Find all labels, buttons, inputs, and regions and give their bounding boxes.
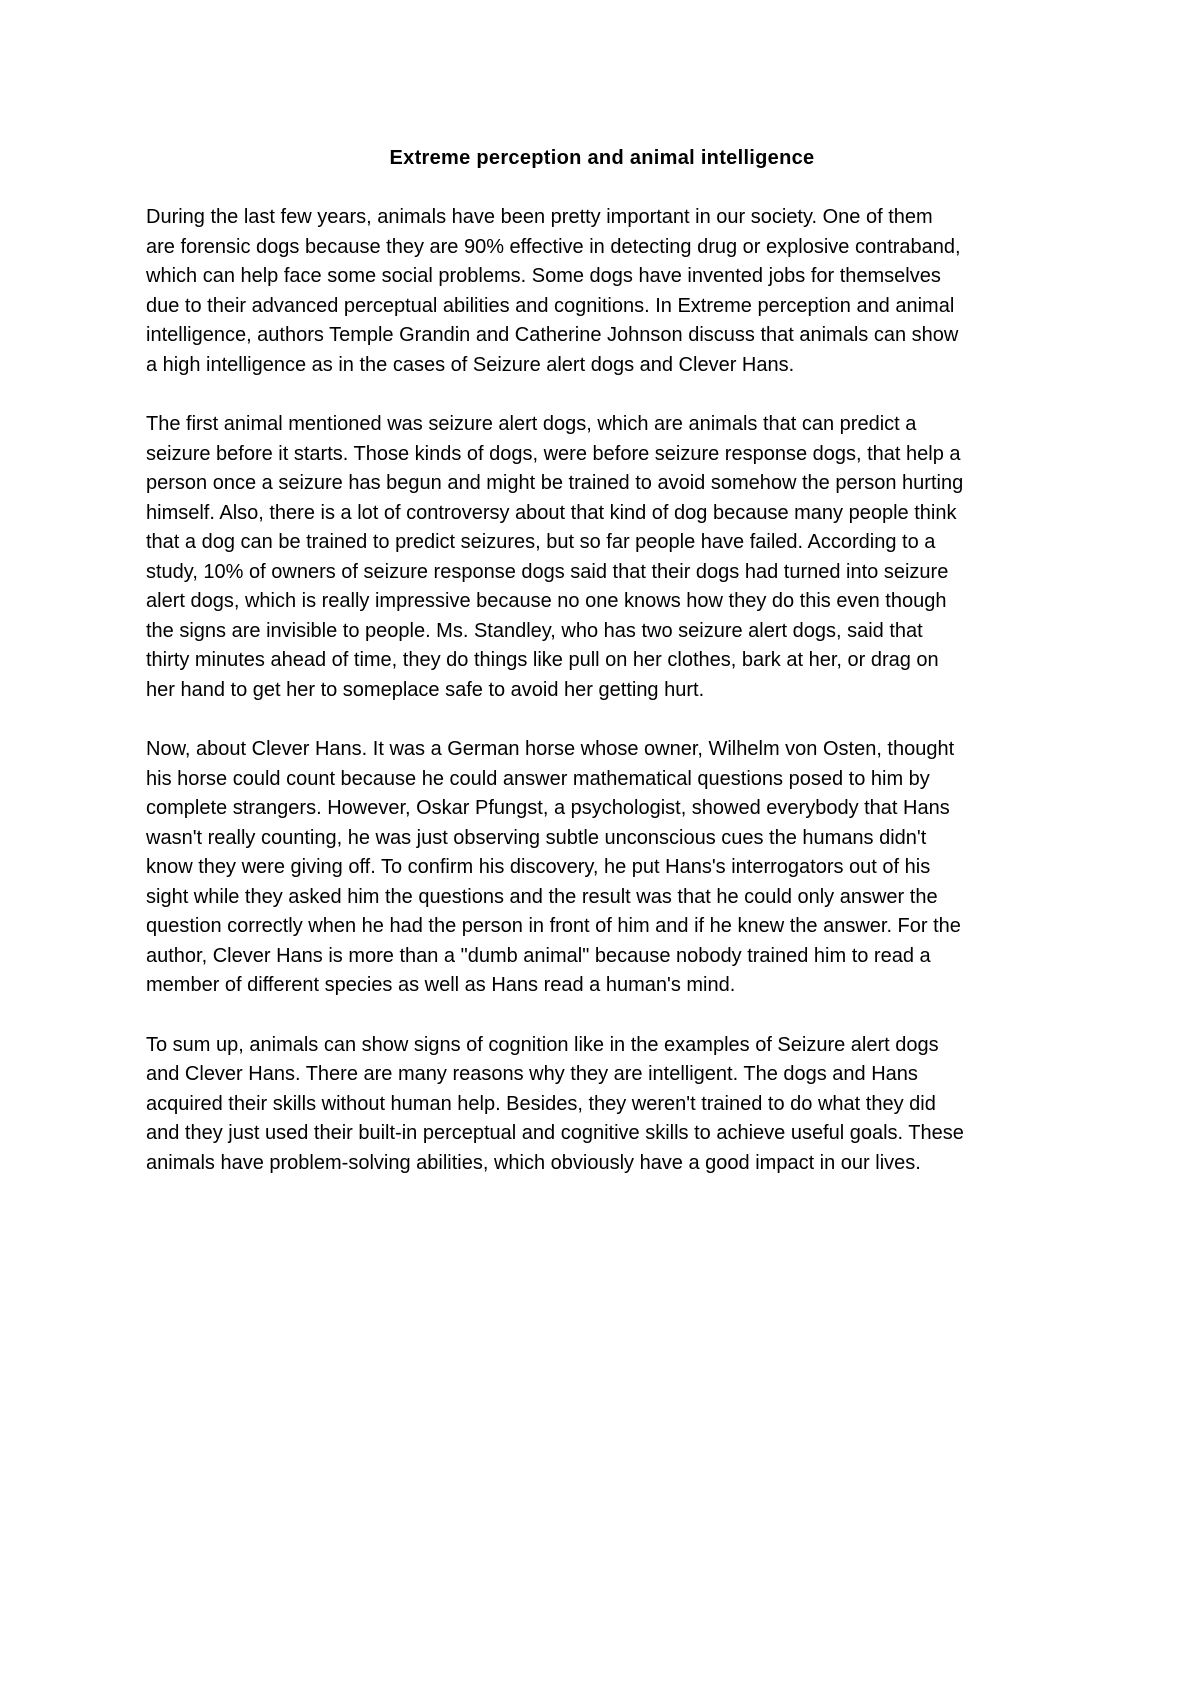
- text-line: thirty minutes ahead of time, they do things like pull on her clothes, bark at her, or drag on: [146, 649, 939, 671]
- text-line: wasn't really counting, he was just observing subtle unconscious cues the humans didn't: [146, 826, 927, 849]
- text-line: and Clever Hans. There are many reasons why they are intelligent. The dogs and Hans: [146, 1063, 918, 1085]
- text-line: During the last few years, animals have been pretty important in our society. One of them: [146, 206, 933, 228]
- text-line: alert dogs, which is really impressive because no one knows how they do this even though: [146, 590, 947, 612]
- text-line: are forensic dogs because they are 90% effective in detecting drug or explosive contraband,: [146, 235, 961, 258]
- text-line: her hand to get her to someplace safe to avoid her getting hurt.: [146, 678, 705, 701]
- text-line: himself. Also, there is a lot of controversy about that kind of dog because many people think: [146, 501, 957, 524]
- text-line: Now, about Clever Hans. It was a German horse whose owner, Wilhelm von Osten, thought: [146, 738, 955, 760]
- paragraph-intro: [146, 203, 1058, 380]
- paragraph-conclusion: [146, 1031, 1058, 1179]
- text-line: and they just used their built-in perceptual and cognitive skills to achieve useful goals. These: [146, 1122, 964, 1144]
- text-line: complete strangers. However, Oskar Pfungst, a psychologist, showed everybody that Hans: [146, 797, 950, 819]
- text-line: member of different species as well as Hans read a human's mind.: [146, 974, 736, 996]
- text-line: question correctly when he had the person in front of him and if he knew the answer. For the: [146, 915, 961, 937]
- text-line: The first animal mentioned was seizure alert dogs, which are animals that can predict a: [146, 413, 917, 435]
- text-line: sight while they asked him the questions and the result was that he could only answer the: [146, 885, 938, 908]
- text-line: acquired their skills without human help. Besides, they weren't trained to do what they did: [146, 1092, 936, 1115]
- text-line: intelligence, authors Temple Grandin and Catherine Johnson discuss that animals can show: [146, 324, 959, 346]
- text-line: a high intelligence as in the cases of Seizure alert dogs and Clever Hans.: [146, 353, 795, 376]
- text-line: animals have problem-solving abilities, which obviously have a good impact in our lives.: [146, 1151, 921, 1174]
- text-line: study, 10% of owners of seizure response dogs said that their dogs had turned into seizure: [146, 560, 949, 583]
- document-title: Extreme perception and animal intelligence: [389, 147, 815, 169]
- text-line: author, Clever Hans is more than a "dumb animal" because nobody trained him to read a: [146, 944, 931, 967]
- text-line: the signs are invisible to people. Ms. Standley, who has two seizure alert dogs, said that: [146, 619, 923, 642]
- text-line: person once a seizure has begun and might be trained to avoid somehow the person hurting: [146, 472, 964, 494]
- text-line: due to their advanced perceptual abilities and cognitions. In Extreme perception and animal: [146, 294, 955, 317]
- text-line: which can help face some social problems. Some dogs have invented jobs for themselves: [146, 265, 941, 287]
- paragraph-clever-hans: [146, 735, 1058, 1001]
- text-line: know they were giving off. To confirm his discovery, he put Hans's interrogators out of his: [146, 856, 931, 878]
- text-line: his horse could count because he could answer mathematical questions posed to him by: [146, 767, 930, 790]
- document-body: [146, 203, 1058, 1208]
- text-line: seizure before it starts. Those kinds of dogs, were before seizure response dogs, that help a: [146, 442, 961, 465]
- text-line: To sum up, animals can show signs of cognition like in the examples of Seizure alert dogs: [146, 1033, 939, 1056]
- text-line: that a dog can be trained to predict seizures, but so far people have failed. According to a: [146, 531, 936, 553]
- paragraph-seizure-dogs: [146, 410, 1058, 705]
